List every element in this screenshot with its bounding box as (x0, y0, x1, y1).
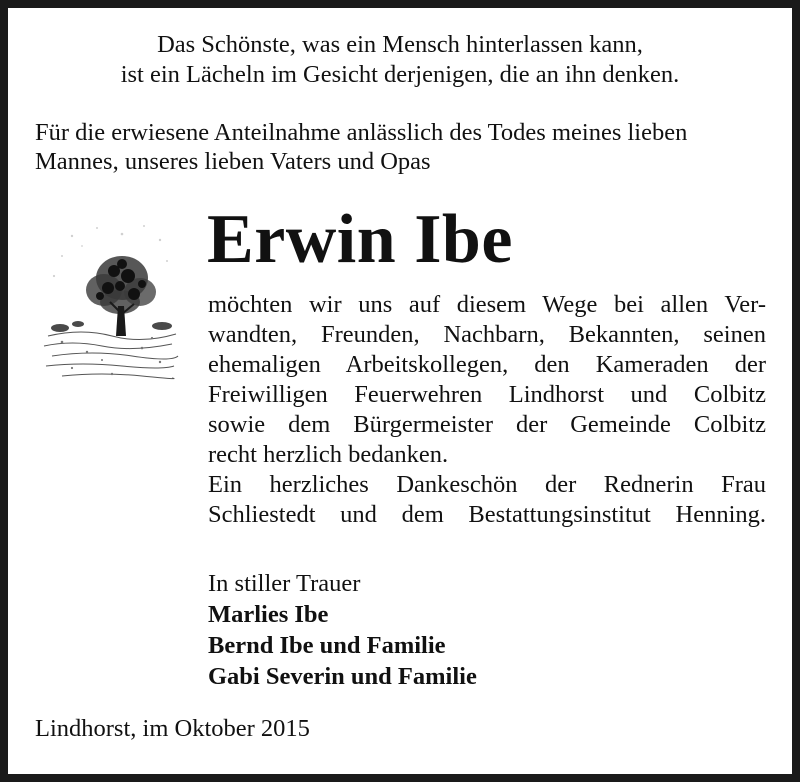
place-and-date: Lindhorst, im Oktober 2015 (35, 715, 310, 742)
intro-line: Für die erwiesene Anteilnahme anlässlich des Todes meines lieben (35, 119, 688, 146)
thanks-line: Schliestedt und dem Bestattungsinstitut Henning. (208, 501, 766, 528)
quote-line: Das Schönste, was ein Mensch hinterlassen kann, (157, 31, 643, 58)
signatures (208, 568, 477, 692)
thanks-line: Ein herzliches Dankeschön der Rednerin Frau (208, 471, 766, 498)
memorial-quote (8, 30, 792, 90)
mourning-heading: In stiller Trauer (208, 570, 361, 597)
mourner-name: Gabi Severin und Familie (208, 663, 477, 690)
deceased-name: Erwin Ibe (207, 201, 513, 278)
mourner-name: Marlies Ibe (208, 601, 329, 628)
quote-line: ist ein Lächeln im Gesicht derjenigen, die an ihn denken. (120, 61, 680, 88)
thanks-line: Freiwilligen Feuerwehren Lindhorst und Colbitz (208, 381, 766, 408)
intro-line: Mannes, unseres lieben Vaters und Opas (35, 148, 431, 175)
thanks-line: recht herzlich bedanken. (208, 441, 449, 468)
mourner-name: Bernd Ibe und Familie (208, 632, 446, 659)
intro-text (35, 118, 775, 176)
thanks-line: sowie dem Bürgermeister der Gemeinde Colbitz (208, 411, 766, 438)
thanks-line: möchten wir uns auf diesem Wege bei allen Ver- (208, 291, 766, 318)
thanks-line: wandten, Freunden, Nachbarn, Bekannten, seinen (208, 321, 766, 348)
tree-landscape-illustration (42, 216, 180, 386)
thanks-text (208, 290, 766, 530)
thanks-line: ehemaligen Arbeitskollegen, den Kameraden der (208, 351, 766, 378)
